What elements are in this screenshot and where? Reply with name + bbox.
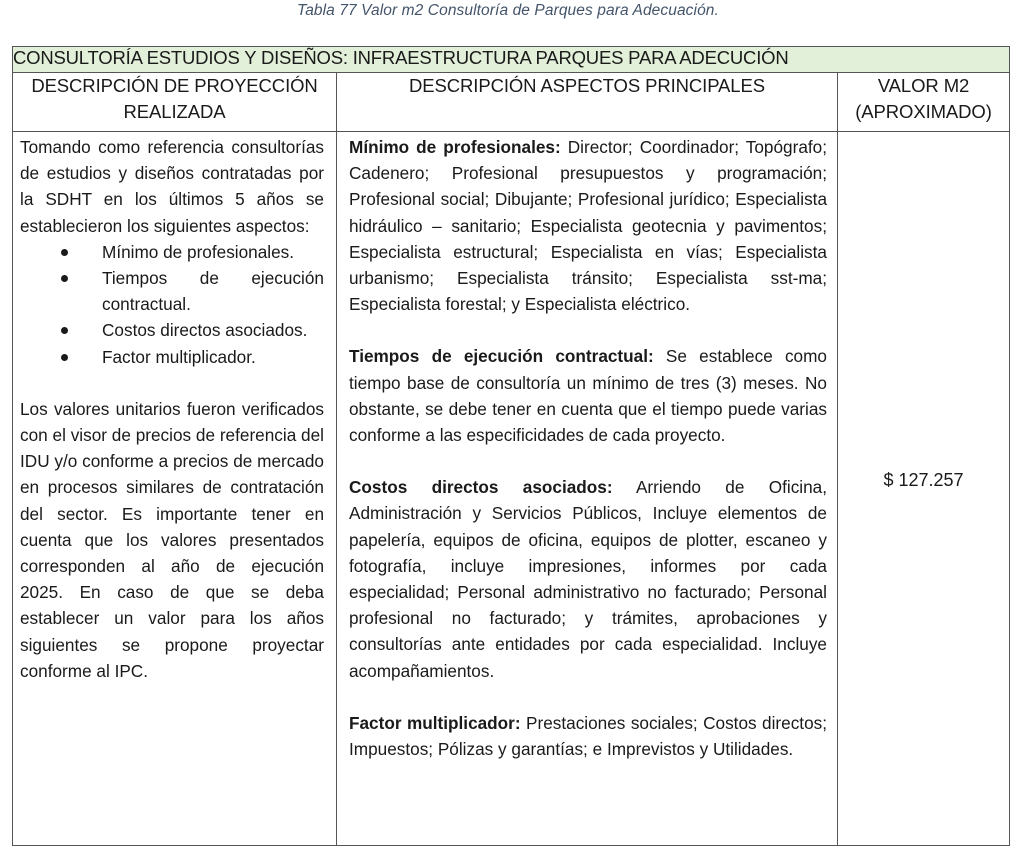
column-header-value-line1: VALOR M2 [877,75,970,96]
aspect-heading: Factor multiplicador: [349,712,521,733]
table-caption: Tabla 77 Valor m2 Consultoría de Parques para Adecuación. [297,2,719,19]
aspect-text: Se establece como tiempo base de consultoría un mínimo de tres (3) meses. No obstante, se debe tener en cuenta que el tiempo puede varias conforme a las especificidades de cada proyecto. [349,346,827,446]
bullet-text: Tiempos de ejecución contractual. [102,268,324,315]
table-body-row [13,132,1010,846]
column-header-row [13,73,1010,132]
bullet-text: Factor multiplicador. [102,346,256,367]
column-header-aspects-label: DESCRIPCIÓN ASPECTOS PRINCIPALES [409,75,765,96]
projection-closing: Los valores unitarios fueron verificados con el visor de precios de referencia del IDU y/o conforme a precios de mercado en procesos similares de contratación del sector. Es importante tener en cuenta que los valores presentados corresponden al año de ejecución 2025. En caso de que se deba establecer un valor para los años siguientes se propone proyectar conforme al IPC. [20,398,324,681]
aspect-multiplier [349,710,827,762]
column-header-projection [13,73,337,132]
bullet-icon [61,327,68,334]
projection-cell [13,132,337,846]
aspect-direct-costs [349,474,827,684]
aspect-text: Arriendo de Oficina, Administración y Servicios Públicos, Incluye elementos de papelería, equipos de oficina, equipos de plotter, escaneo y fotografía, incluye impresiones, informes por cada especialidad; Personal administrativo no facturado; Personal profesional no facturado; y trámites, aprobaciones y consultorías ante entidades por cada especialidad. Incluye acompañamientos. [349,477,827,681]
bullet-text: Mínimo de profesionales. [102,241,295,262]
bullet-item [20,317,324,343]
aspect-execution-time [349,343,827,448]
table-title: CONSULTORÍA ESTUDIOS Y DISEÑOS: INFRAESTRUCTURA PARQUES PARA ADECUCIÓN [13,47,1010,73]
projection-intro: Tomando como referencia consultorías de estudios y diseños contratadas por la SDHT en los últimos 5 años se establecieron los siguientes aspectos: [20,137,324,236]
aspect-professionals [349,134,827,317]
column-header-aspects [337,73,838,132]
value-cell [838,132,1010,846]
column-header-value [838,73,1010,132]
aspect-heading: Mínimo de profesionales: [349,137,561,157]
column-header-projection-line1: DESCRIPCIÓN DE PROYECCIÓN [31,75,318,96]
valuation-table [12,46,1010,846]
aspect-heading: Tiempos de ejecución contractual: [349,346,654,367]
table-title-row [13,47,1010,73]
aspect-text: Director; Coordinador; Topógrafo; Cadenero; Profesional presupuestos y programación; Profesional social; Dibujante; Profesional jurídico; Especialista hidráulico – sanitario; Especialista geotecnia y pavimentos; Especialista estructural; Especialista en vías; Especialista urbanismo; Especialista tránsito; Especialista sst-ma; Especialista forestal; y Especialista eléctrico. [349,137,828,315]
bullet-icon [61,249,68,256]
aspects-cell [337,132,838,846]
bullet-icon [61,354,68,361]
column-header-projection-line2: REALIZADA [123,101,226,122]
bullet-icon [61,275,68,282]
value-m2: $ 127.257 [883,470,964,491]
bullet-text: Costos directos asociados. [102,320,308,341]
bullet-item [20,344,324,370]
aspect-heading: Costos directos asociados: [349,477,613,498]
column-header-value-line2: (APROXIMADO) [855,101,992,122]
projection-bullet-list [20,239,324,370]
bullet-item [20,239,324,265]
aspect-text: Prestaciones sociales; Costos directos; Impuestos; Pólizas y garantías; e Imprevistos y Utilidades. [349,712,827,760]
bullet-item [20,265,324,317]
